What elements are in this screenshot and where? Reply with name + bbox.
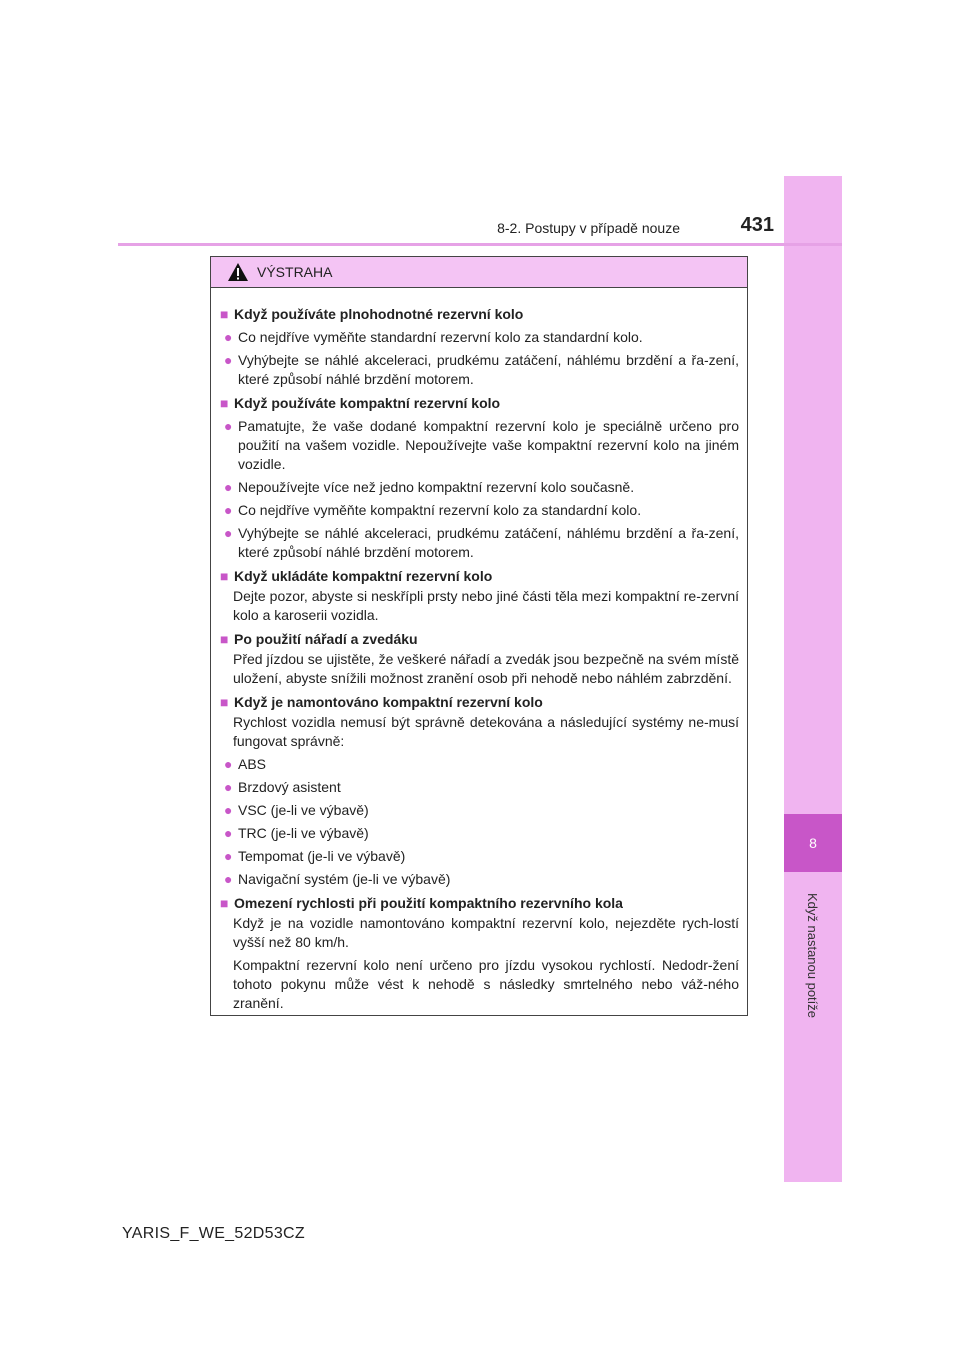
circle-bullet-icon: ● <box>224 525 233 541</box>
list-item: ● Navigační systém (je-li ve výbavě) <box>224 871 451 887</box>
chapter-number-tab <box>784 814 842 872</box>
circle-bullet-icon: ● <box>224 802 233 818</box>
section-text: Před jízdou se ujistěte, že veškeré nářadí a zvedák jsou bezpečně na svém místě uložení, abyste snížili možnost zranění osob při nehodě nebo náhlém zabrzdění. <box>233 651 739 686</box>
circle-bullet-icon: ● <box>224 502 233 518</box>
list-item: ● VSC (je-li ve výbavě) <box>224 802 369 818</box>
list-item: ● Nepoužívejte více než jedno kompaktní rezervní kolo současně. <box>224 479 635 495</box>
section-text: Když je na vozidle namontováno kompaktní rezervní kolo, nejezděte rych-lostí vyšší než 80 km/h. <box>233 915 739 950</box>
square-bullet-icon: ■ <box>220 694 229 710</box>
chapter-side-tab <box>784 176 842 1182</box>
list-item: ● TRC (je-li ve výbavě) <box>224 825 369 841</box>
list-item: ● Vyhýbejte se náhlé akceleraci, prudkému zatáčení, náhlému brzdění a řa-zení, které způsobí náhlé brzdění motorem. <box>224 352 739 387</box>
warning-section <box>220 567 739 625</box>
circle-bullet-icon: ● <box>224 848 233 864</box>
warning-header <box>211 257 747 288</box>
list-item: ● Vyhýbejte se náhlé akceleraci, prudkému zatáčení, náhlému brzdění a řa-zení, které způsobí náhlé brzdění motorem. <box>224 525 739 560</box>
chapter-title-tab <box>784 880 842 1030</box>
page-number: 431 <box>740 214 774 236</box>
list-item: ● Co nejdříve vyměňte kompaktní rezervní kolo za standardní kolo. <box>224 502 642 518</box>
square-bullet-icon: ■ <box>220 895 229 911</box>
header-divider <box>118 243 842 246</box>
square-bullet-icon: ■ <box>220 306 229 322</box>
warning-label: VÝSTRAHA <box>257 264 333 280</box>
document-code: YARIS_F_WE_52D53CZ <box>122 1225 305 1242</box>
section-title: 8-2. Postupy v případě nouze <box>497 220 680 236</box>
warning-triangle-icon <box>227 262 249 282</box>
section-heading: Po použití nářadí a zvedáku <box>234 631 418 647</box>
chapter-number: 8 <box>809 835 817 851</box>
list-item: ● Pamatujte, že vaše dodané kompaktní rezervní kolo je speciálně určeno pro použití na vašem vozidle. Nepoužívejte vaše kompaktní rezervní kolo na jiném vozidle. <box>224 418 739 472</box>
list-item: ● Brzdový asistent <box>224 779 341 795</box>
warning-box <box>210 256 748 1016</box>
section-text: Dejte pozor, abyste si neskřípli prsty nebo jiné části těla mezi kompaktní re-zervní kolo a karoserii vozidla. <box>233 588 739 623</box>
list-item: ● Tempomat (je-li ve výbavě) <box>224 848 406 864</box>
square-bullet-icon: ■ <box>220 631 229 647</box>
section-heading: Omezení rychlosti při použití kompaktního rezervního kola <box>234 895 623 911</box>
warning-section <box>220 693 739 889</box>
circle-bullet-icon: ● <box>224 329 233 345</box>
section-text: Kompaktní rezervní kolo není určeno pro jízdu vysokou rychlostí. Nedodr-žení tohoto pokynu může vést k nehodě s následky smrtelného nebo váž-ného zranění. <box>233 957 739 1011</box>
section-heading: Když používáte kompaktní rezervní kolo <box>234 395 501 411</box>
section-heading: Když ukládáte kompaktní rezervní kolo <box>234 568 493 584</box>
warning-section <box>220 894 739 1013</box>
warning-body <box>211 288 747 1013</box>
section-text: Rychlost vozidla nemusí být správně detekována a následující systémy ne-musí fungovat správně: <box>233 714 739 749</box>
circle-bullet-icon: ● <box>224 871 233 887</box>
circle-bullet-icon: ● <box>224 479 233 495</box>
warning-section <box>220 630 739 688</box>
circle-bullet-icon: ● <box>224 352 233 368</box>
circle-bullet-icon: ● <box>224 756 233 772</box>
circle-bullet-icon: ● <box>224 418 233 434</box>
square-bullet-icon: ■ <box>220 395 229 411</box>
square-bullet-icon: ■ <box>220 568 229 584</box>
section-heading: Když používáte plnohodnotné rezervní kolo <box>234 306 524 322</box>
section-heading: Když je namontováno kompaktní rezervní kolo <box>234 694 543 710</box>
circle-bullet-icon: ● <box>224 779 233 795</box>
warning-section <box>220 394 739 562</box>
warning-section <box>220 305 739 389</box>
list-item: ● Co nejdříve vyměňte standardní rezervní kolo za standardní kolo. <box>224 329 643 345</box>
circle-bullet-icon: ● <box>224 825 233 841</box>
chapter-title: Když nastanou potíže <box>805 892 821 1018</box>
list-item: ● ABS <box>224 756 267 772</box>
